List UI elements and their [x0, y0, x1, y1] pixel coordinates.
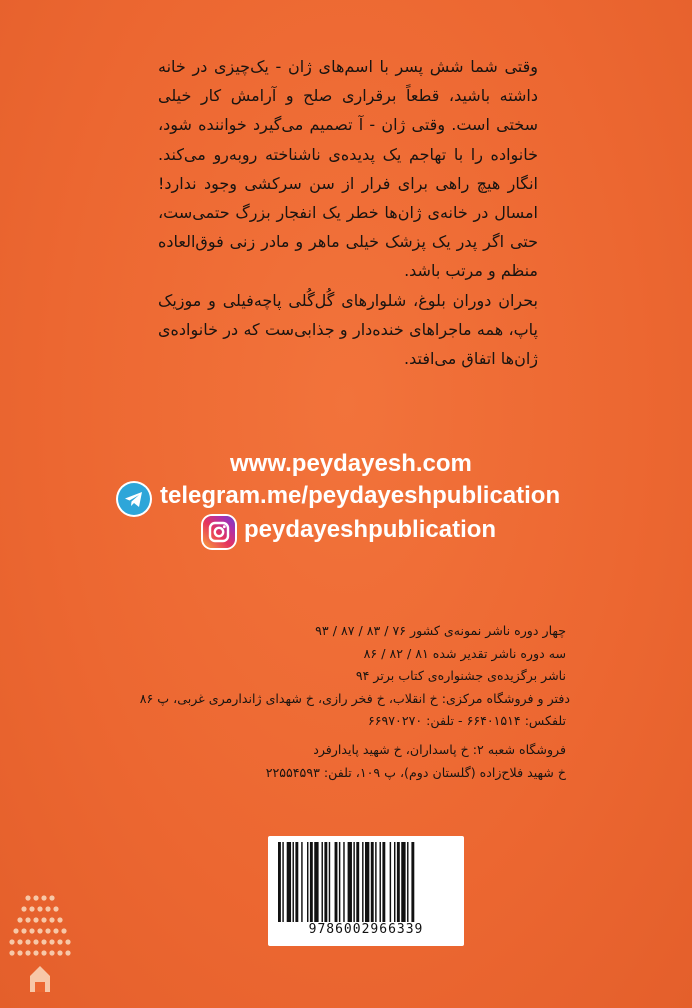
award-line-2: سه دوره ناشر تقدیر شده ۸۱ / ۸۲ / ۸۶ [363, 645, 566, 661]
branch-address-2: خ شهید فلاح‌زاده (گلستان دوم)، پ ۱۰۹، تلفن: ۲۲۵۵۴۵۹۳ [265, 764, 566, 780]
telegram-icon [118, 483, 150, 515]
isbn-number: 9786002966339 [308, 922, 424, 937]
back-cover-blurb [158, 52, 538, 373]
telegram-link[interactable]: telegram.me/peydayeshpublication [160, 482, 561, 509]
barcode-bars [278, 842, 454, 922]
website-link[interactable]: www.peydayesh.com [230, 450, 472, 477]
office-address: دفتر و فروشگاه مرکزی: خ انقلاب، خ فخر رازی، خ شهدای ژاندارمری غربی، پ ۸۶ [139, 690, 570, 706]
publisher-logo [8, 888, 72, 998]
isbn-barcode [268, 836, 464, 946]
award-line-3: ناشر برگزیده‌ی جشنواره‌ی کتاب برتر ۹۴ [355, 668, 566, 684]
branch-address-1: فروشگاه شعبه ۲: خ پاسداران، خ شهید پایدارفرد [313, 741, 566, 757]
blurb-paragraph-1: وقتی شما شش پسر با اسم‌های ژان - یک‌چیزی در خانه داشته باشید، قطعاً برقراری صلح و آرامش کار خیلی سختی است. وقتی ژان - آ تصمیم می‌گیرد خواننده شود، خانواده را با تهاجم یک پدیده‌ی ناشناخته روبه‌رو می‌کند. انگار هیچ راهی برای فرار از سن سرکشی وجود ندارد! امسال در خانه‌ی ژان‌ها خطر یک انفجار بزرگ حتمی‌ست، حتی اگر پدر یک پزشک خیلی ماهر و مادر زنی فوق‌العاده منظم و مرتب باشد. [158, 57, 538, 281]
instagram-icon [203, 516, 235, 548]
office-phones: تلفکس: ۶۶۴۰۱۵۱۴ - تلفن: ۶۶۹۷۰۲۷۰ [368, 713, 566, 729]
publisher-details [139, 620, 570, 784]
blurb-paragraph-2: بحران دوران بلوغ، شلوارهای گُل‌گُلی پاچه‌فیلی و موزیک پاپ، همه ماجراهای خنده‌دار و جذابی‌ست که در خانواده‌ی ژان‌ها اتفاق می‌افتد. [158, 290, 538, 369]
award-line-1: چهار دوره ناشر نمونه‌ی کشور ۷۶ / ۸۳ / ۸۷ / ۹۳ [315, 623, 566, 638]
instagram-link[interactable]: peydayeshpublication [244, 516, 497, 543]
